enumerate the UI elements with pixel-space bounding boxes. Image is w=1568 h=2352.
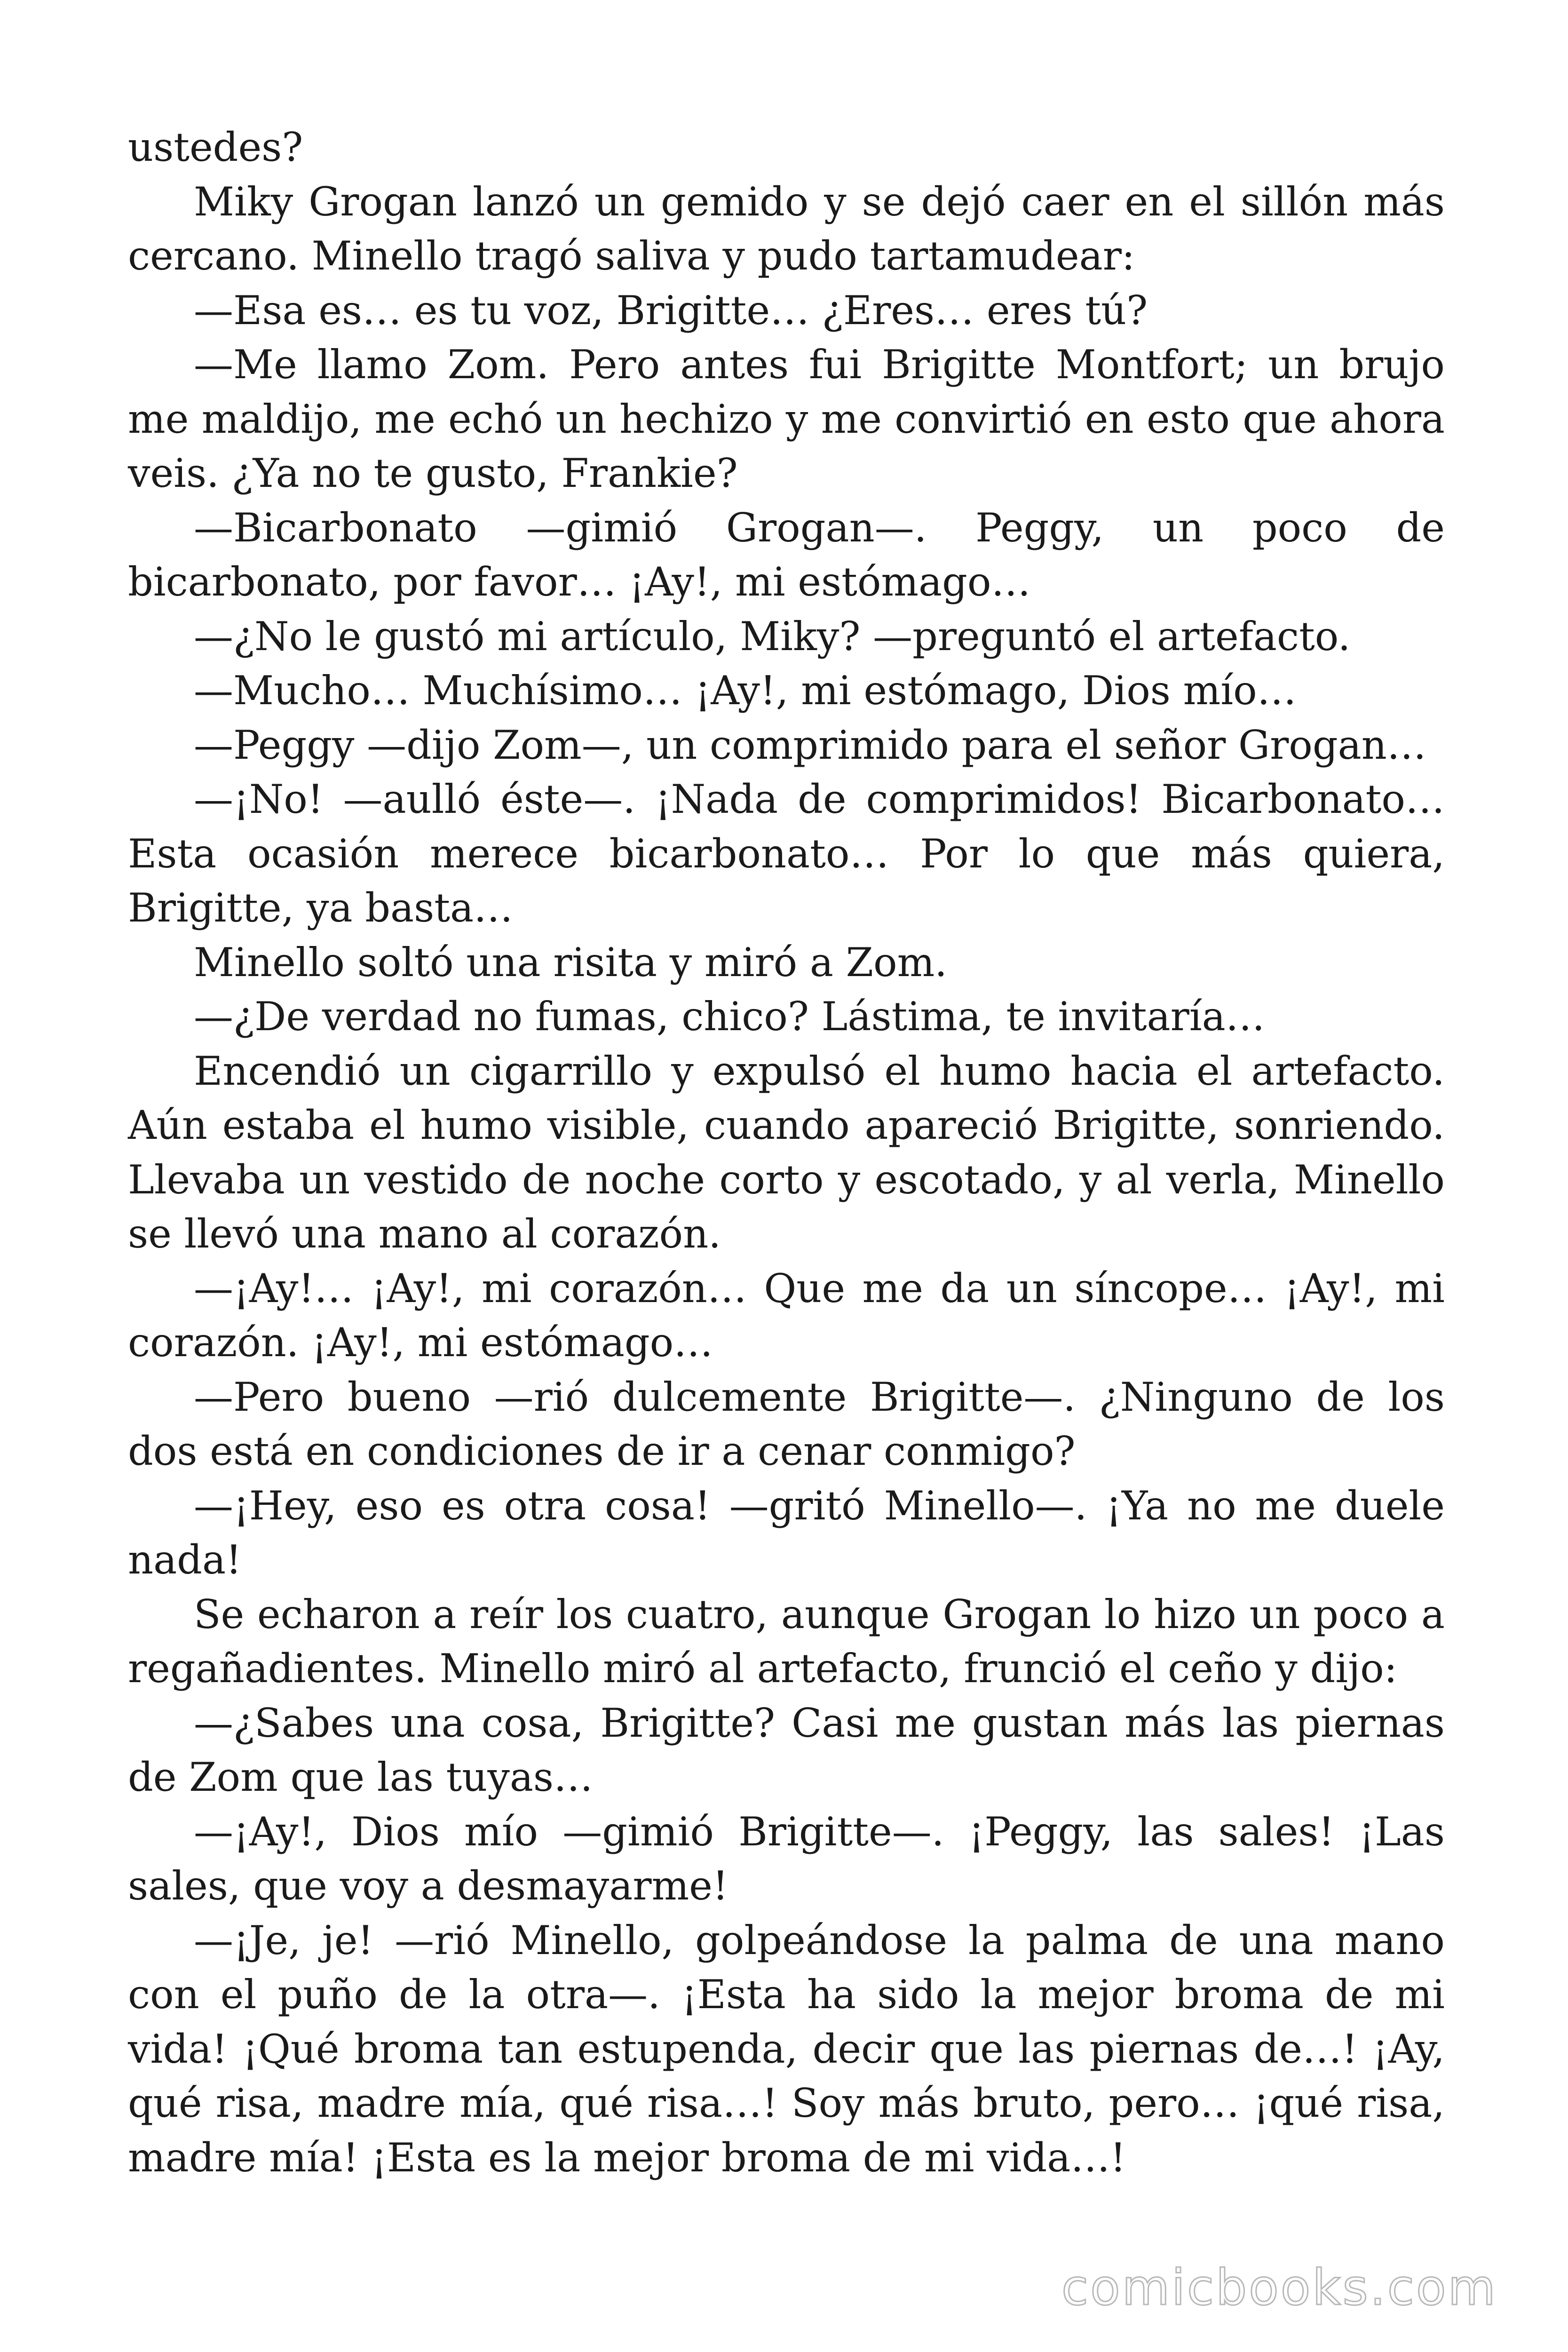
- paragraph: —¡Je, je! —rió Minello, golpeándose la palma de una mano con el puño de la otra—. ¡Esta ha sido la mejor broma de mi vida! ¡Qué broma tan estupenda, decir que las piernas de…! ¡Ay, qué risa, madre mía, qué risa…! Soy más bruto, pero… ¡qué risa, madre mía! ¡Esta es la mejor broma de mi vida…!: [128, 1917, 1445, 2181]
- paragraph: —¿No le gustó mi artículo, Miky? —preguntó el artefacto.: [194, 613, 1351, 660]
- paragraph: —Esa es… es tu voz, Brigitte… ¿Eres… eres tú?: [194, 287, 1148, 334]
- paragraph: —¿Sabes una cosa, Brigitte? Casi me gustan más las piernas de Zom que las tuyas…: [128, 1700, 1445, 1800]
- body-text: [128, 120, 1445, 2185]
- paragraph: Encendió un cigarrillo y expulsó el humo hacia el artefacto. Aún estaba el humo visible, cuando apareció Brigitte, sonriendo. Llevaba un vestido de noche corto y escotado, y al verla, Minello se llevó una mano al corazón.: [128, 1048, 1445, 1257]
- paragraph: Miky Grogan lanzó un gemido y se dejó caer en el sillón más cercano. Minello tragó saliva y pudo tartamudear:: [128, 178, 1445, 279]
- watermark: comicbooks.com: [1061, 2259, 1497, 2316]
- paragraph: ustedes?: [128, 124, 303, 170]
- paragraph: —Me llamo Zom. Pero antes fui Brigitte Montfort; un brujo me maldijo, me echó un hechizo y me convirtió en esto que ahora veis. ¿Ya no te gusto, Frankie?: [128, 342, 1445, 496]
- paragraph: —¡Hey, eso es otra cosa! —gritó Minello—. ¡Ya no me duele nada!: [128, 1482, 1445, 1583]
- paragraph: —¡Ay!, Dios mío —gimió Brigitte—. ¡Peggy, las sales! ¡Las sales, que voy a desmayarme!: [128, 1808, 1445, 1909]
- paragraph: —¿De verdad no fumas, chico? Lástima, te invitaría…: [194, 993, 1265, 1040]
- paragraph: Minello soltó una risita y miró a Zom.: [194, 939, 947, 985]
- paragraph: Se echaron a reír los cuatro, aunque Grogan lo hizo un poco a regañadientes. Minello miró al artefacto, frunció el ceño y dijo:: [128, 1591, 1445, 1692]
- paragraph: —Bicarbonato —gimió Grogan—. Peggy, un poco de bicarbonato, por favor… ¡Ay!, mi estómago…: [128, 504, 1445, 605]
- paragraph: —Peggy —dijo Zom—, un comprimido para el señor Grogan…: [194, 722, 1426, 768]
- paragraph: —¡Ay!… ¡Ay!, mi corazón… Que me da un síncope… ¡Ay!, mi corazón. ¡Ay!, mi estómago…: [128, 1265, 1445, 1366]
- paragraph: —¡No! —aulló éste—. ¡Nada de comprimidos! Bicarbonato… Esta ocasión merece bicarbonato… Por lo que más quiera, Brigitte, ya basta…: [128, 776, 1445, 931]
- paragraph: —Pero bueno —rió dulcemente Brigitte—. ¿Ninguno de los dos está en condiciones de ir a cenar conmigo?: [128, 1374, 1445, 1474]
- paragraph: —Mucho… Muchísimo… ¡Ay!, mi estómago, Dios mío…: [194, 667, 1297, 714]
